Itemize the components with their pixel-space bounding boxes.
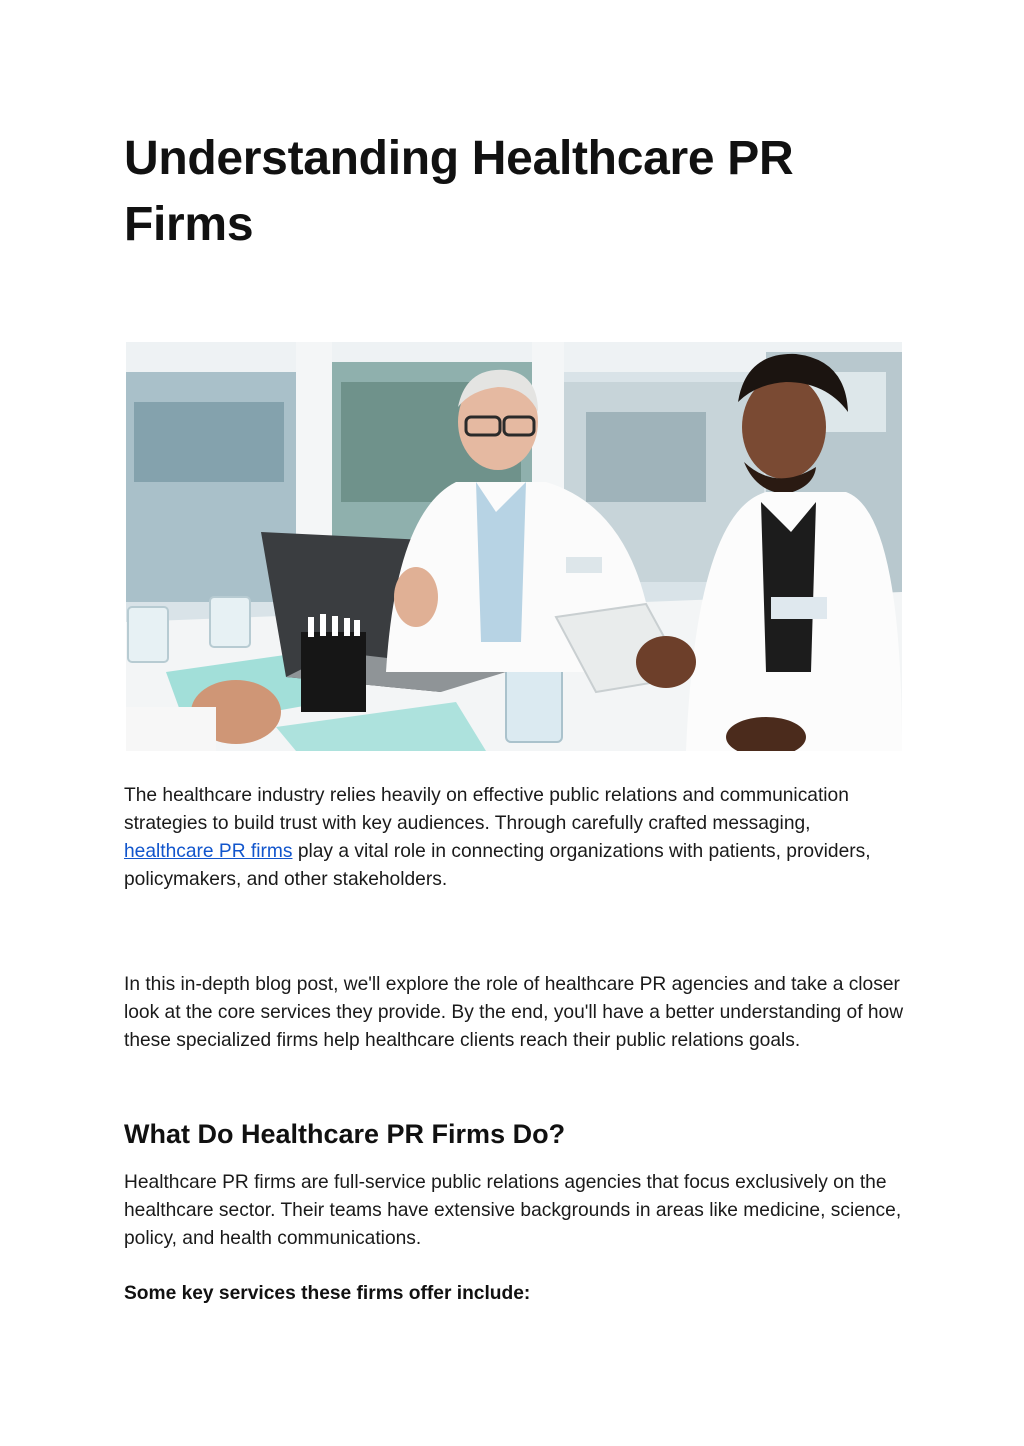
- overview-paragraph: In this in-depth blog post, we'll explore the role of healthcare PR agencies and take a closer look at the core services they provide. By the end, you'll have a better understanding of how these specialized firms help healthcare clients reach their public relations goals.: [124, 974, 904, 1051]
- services-lead-in: Some key services these firms offer include:: [124, 1283, 531, 1304]
- intro-paragraph: [124, 782, 904, 894]
- intro-text-after-link: play a vital role in connecting organizations with patients, providers, policymakers, and other stakeholders.: [124, 841, 871, 890]
- section-body-paragraph: Healthcare PR firms are full-service public relations agencies that focus exclusively on the healthcare sector. Their teams have extensive backgrounds in areas like medicine, science, policy, and health communications.: [124, 1172, 902, 1249]
- doctors-meeting-illustration: [126, 342, 902, 751]
- intro-text-before-link: The healthcare industry relies heavily on effective public relations and communication strategies to build trust with key audiences. Through carefully crafted messaging,: [124, 785, 849, 834]
- hero-image: [126, 342, 902, 751]
- healthcare-pr-firms-link[interactable]: healthcare PR firms: [124, 841, 293, 862]
- section-heading: What Do Healthcare PR Firms Do?: [124, 1119, 566, 1149]
- page-title: Understanding Healthcare PR Firms: [124, 132, 794, 251]
